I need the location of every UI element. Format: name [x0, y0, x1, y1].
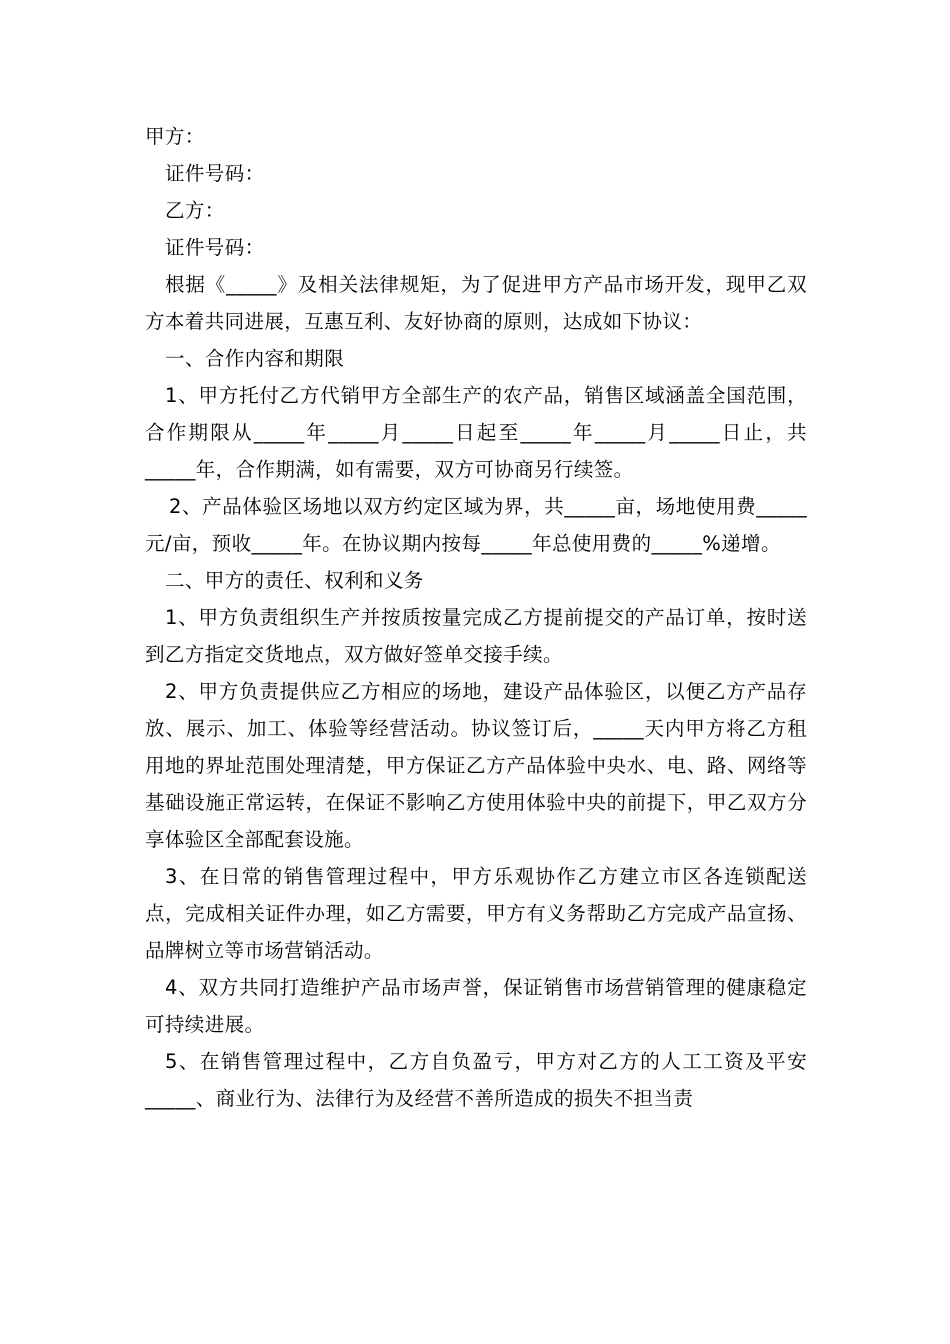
section-2-clause-5: 5、在销售管理过程中，乙方自负盈亏，甲方对乙方的人工工资及平安_____、商业行为、法律行为及经营不善所造成的损失不担当责	[145, 1050, 807, 1110]
party-a-line: 甲方：	[145, 125, 205, 148]
section-1-clause-2: 2、产品体验区场地以双方约定区域为界，共_____亩，场地使用费_____元/亩，预收_____年。在协议期内按每_____年总使用费的_____%递增。	[145, 495, 807, 555]
section-2-heading: 二、甲方的责任、权利和义务	[165, 569, 424, 592]
section-1-clause-1: 1、甲方托付乙方代销甲方全部生产的农产品，销售区域涵盖全国范围，合作期限从_____年_____月_____日起至_____年_____月_____日止，共_____年，合作期满，如有需要，双方可协商另行续签。	[145, 384, 807, 481]
section-2-clause-4: 4、双方共同打造维护产品市场声誉，保证销售市场营销管理的健康稳定可持续进展。	[145, 976, 807, 1036]
section-2-clause-1: 1、甲方负责组织生产并按质按量完成乙方提前提交的产品订单，按时送到乙方指定交货地点，双方做好签单交接手续。	[145, 606, 807, 666]
party-b-line: 乙方：	[165, 199, 225, 222]
party-b-id-line: 证件号码：	[165, 236, 265, 259]
section-2-clause-2: 2、甲方负责提供应乙方相应的场地，建设产品体验区，以便乙方产品存放、展示、加工、体验等经营活动。协议签订后，_____天内甲方将乙方租用地的界址范围处理清楚，甲方保证乙方产品体验中央水、电、路、网络等基础设施正常运转，在保证不影响乙方使用体验中央的前提下，甲乙双方分享体验区全部配套设施。	[145, 680, 807, 851]
contract-body	[145, 118, 807, 1117]
section-1-heading: 一、合作内容和期限	[165, 347, 345, 370]
preamble-paragraph: 根据《_____》及相关法律规矩，为了促进甲方产品市场开发，现甲乙双方本着共同进展，互惠互利、友好协商的原则，达成如下协议：	[145, 273, 807, 333]
party-a-id-line: 证件号码：	[165, 162, 265, 185]
section-2-clause-3: 3、在日常的销售管理过程中，甲方乐观协作乙方建立市区各连锁配送点，完成相关证件办理，如乙方需要，甲方有义务帮助乙方完成产品宣扬、品牌树立等市场营销活动。	[145, 865, 807, 962]
